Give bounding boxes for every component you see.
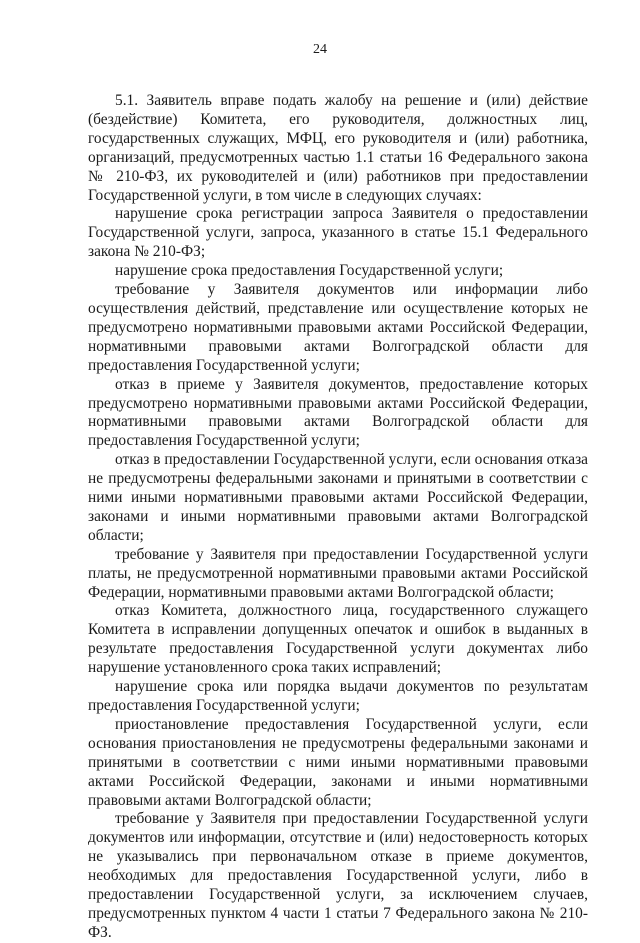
page-number: 24 [313, 42, 327, 57]
paragraph-fee-requirement: требование у Заявителя при предоставлении Государственной услуги платы, не предусмотренной нормативными правовыми актами Российской Федерации, нормативными правовыми актами Волгоградской области; [88, 545, 588, 601]
paragraph-document-requirement: требование у Заявителя документов или информации либо осуществления действий, представление или осуществление которых не предусмотрено нормативными правовыми актами Российской Федерации, нормативными правовыми актами Волгоградской области для предоставления Государственной услуги; [88, 281, 588, 374]
paragraph-registration-deadline: нарушение срока регистрации запроса Заявителя о предоставлении Государственной услуги, запроса, указанного в статье 15.1 Федерального закона № 210-ФЗ; [88, 205, 588, 261]
paragraph-5-1: 5.1. Заявитель вправе подать жалобу на решение и (или) действие (бездействие) Комитета, его руководителя, должностных лиц, государственных служащих, МФЦ, его руководителя и (или) работника, организаций, предусмотренных частью 1.1 статьи 16 Федерального закона № 210-ФЗ, их руководителей и (или) работников при предоставлении Государственной услуги, в том числе в следующих случаях: [88, 92, 588, 204]
paragraph-issuance-violation: нарушение срока или порядка выдачи документов по результатам предоставления Государственной услуги; [88, 678, 588, 714]
paragraph-service-refusal: отказ в предоставлении Государственной услуги, если основания отказа не предусмотрены федеральными законами и принятыми в соответствии с ними иными нормативными правовыми актами Российской Федерации, законами и иными нормативными правовыми актами Волгоградской области; [88, 451, 588, 544]
paragraph-unstated-documents: требование у Заявителя при предоставлении Государственной услуги документов или информации, отсутствие и (или) недостоверность которых не указывались при первоначальном отказе в приеме документов, необходимых для предоставления Государственной услуги, либо в предоставлении Государственной услуги, за исключением случаев, предусмотренных пунктом 4 части 1 статьи 7 Федерального закона № 210-ФЗ. [88, 810, 588, 941]
paragraph-acceptance-refusal: отказ в приеме у Заявителя документов, предоставление которых предусмотрено нормативными правовыми актами Российской Федерации, нормативными правовыми актами Волгоградской области для предоставления Государственной услуги; [88, 375, 588, 450]
paragraph-service-deadline: нарушение срока предоставления Государственной услуги; [115, 262, 504, 280]
paragraph-suspension: приостановление предоставления Государственной услуги, если основания приостановления не предусмотрены федеральными законами и принятыми в соответствии с ними иными нормативными правовыми актами Российской Федерации, законами и иными нормативными правовыми актами Волгоградской области; [88, 715, 588, 809]
document-body [88, 92, 588, 943]
paragraph-correction-refusal: отказ Комитета, должностного лица, государственного служащего Комитета в исправлении допущенных опечаток и ошибок в выданных в результате предоставления Государственной услуги документах либо нарушение установленного срока таких исправлений; [88, 602, 588, 677]
